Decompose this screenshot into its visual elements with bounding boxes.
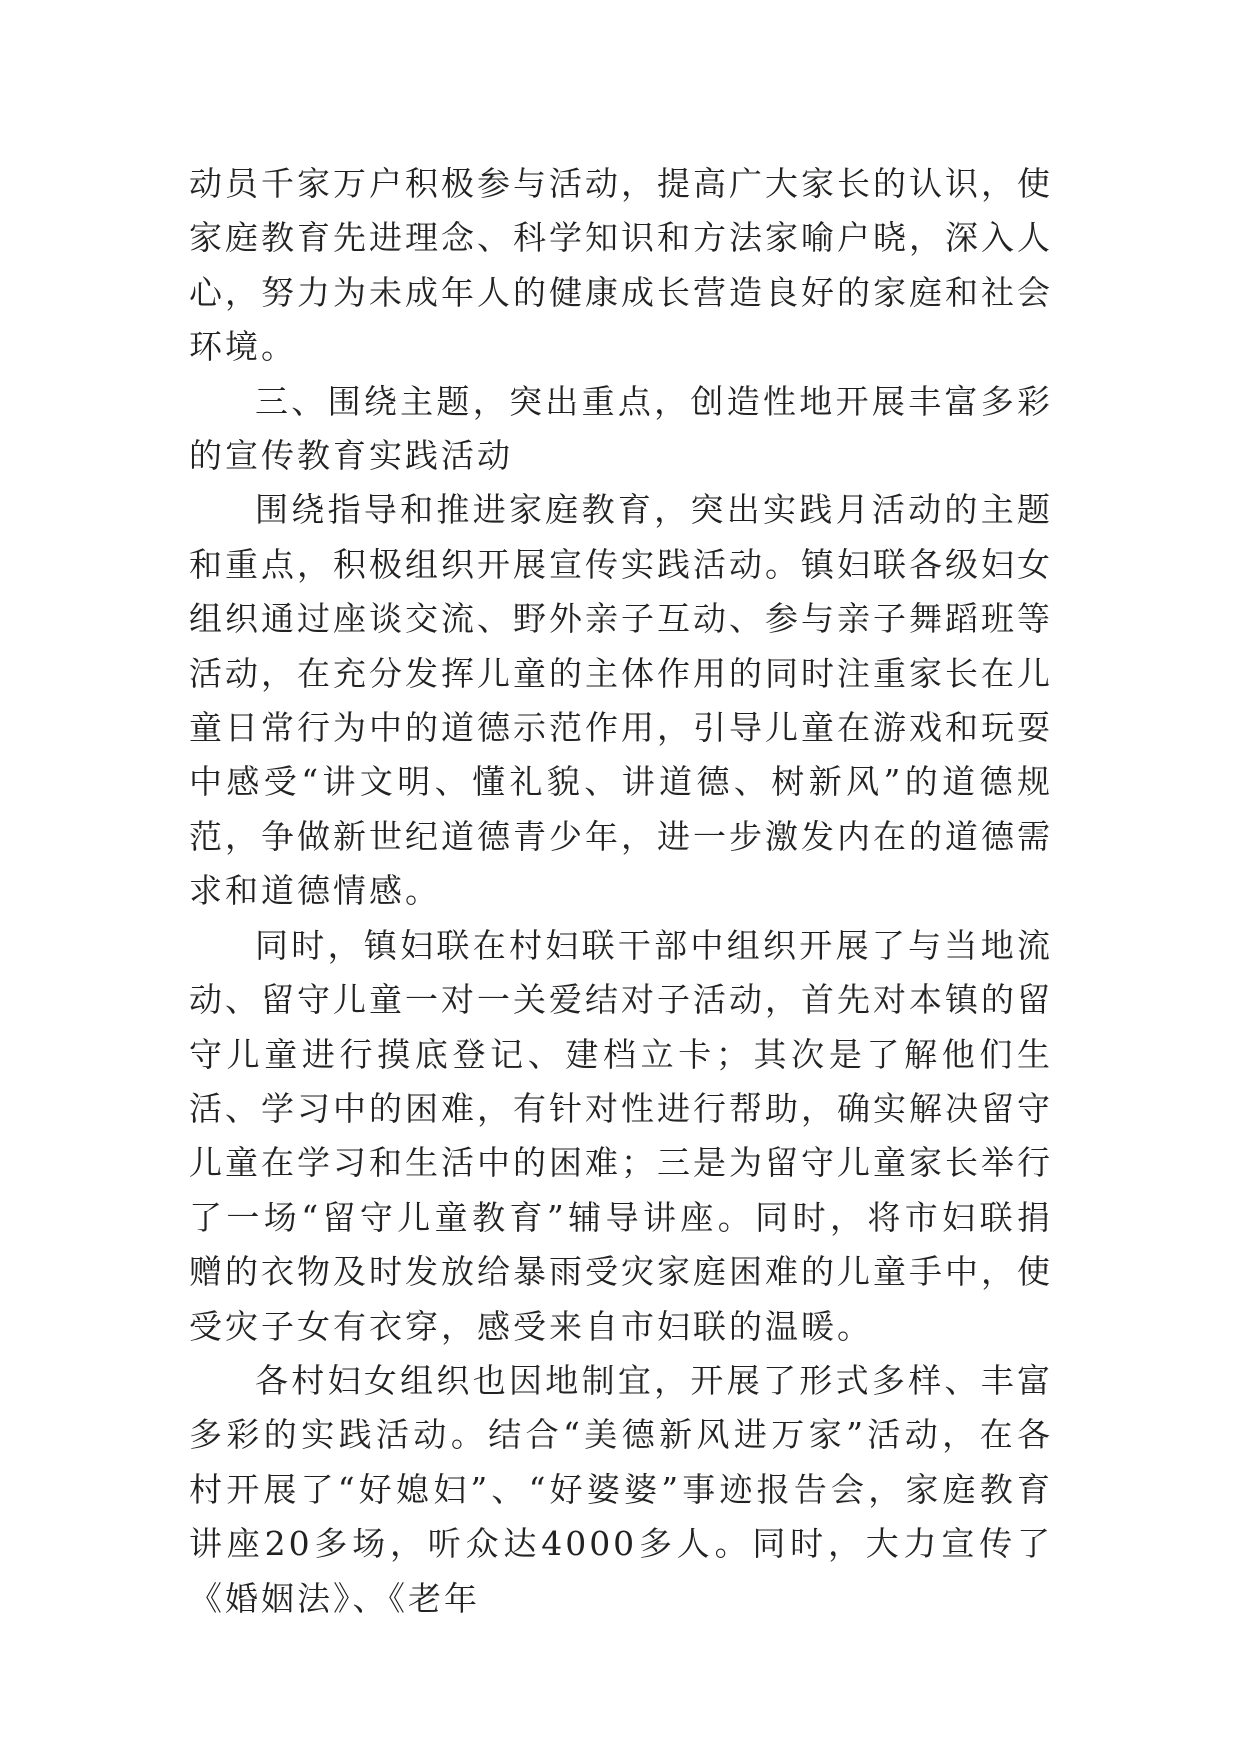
paragraph-3: 围绕指导和推进家庭教育，突出实践月活动的主题和重点，积极组织开展宣传实践活动。镇妇联各级妇女组织通过座谈交流、野外亲子互动、参与亲子舞蹈班等活动，在充分发挥儿童的主体作用的同时注重家长在儿童日常行为中的道德示范作用，引导儿童在游戏和玩耍中感受“讲文明、懂礼貌、讲道德、树新风”的道德规范，争做新世纪道德青少年，进一步激发内在的道德需求和道德情感。 [189,490,1053,911]
section-heading-3: 三、围绕主题，突出重点，创造性地开展丰富多彩的宣传教育实践活动 [189,381,1053,476]
document-body [189,157,1053,1626]
paragraph-4: 同时，镇妇联在村妇联干部中组织开展了与当地流动、留守儿童一对一关爱结对子活动，首先对本镇的留守儿童进行摸底登记、建档立卡；其次是了解他们生活、学习中的困难，有针对性进行帮助，确实解决留守儿童在学习和生活中的困难；三是为留守儿童家长举行了一场“留守儿童教育”辅导讲座。同时，将市妇联捐赠的衣物及时发放给暴雨受灾家庭困难的儿童手中，使受灾子女有衣穿，感受来自市妇联的温暖。 [189,925,1053,1346]
paragraph-5: 各村妇女组织也因地制宜，开展了形式多样、丰富多彩的实践活动。结合“美德新风进万家”活动，在各村开展了“好媳妇”、“好婆婆”事迹报告会，家庭教育讲座20多场，听众达4000多人。同时，大力宣传了《婚姻法》、《老年 [189,1360,1053,1618]
paragraph-1: 动员千家万户积极参与活动，提高广大家长的认识，使家庭教育先进理念、科学知识和方法家喻户晓，深入人心，努力为未成年人的健康成长营造良好的家庭和社会环境。 [189,164,1053,367]
